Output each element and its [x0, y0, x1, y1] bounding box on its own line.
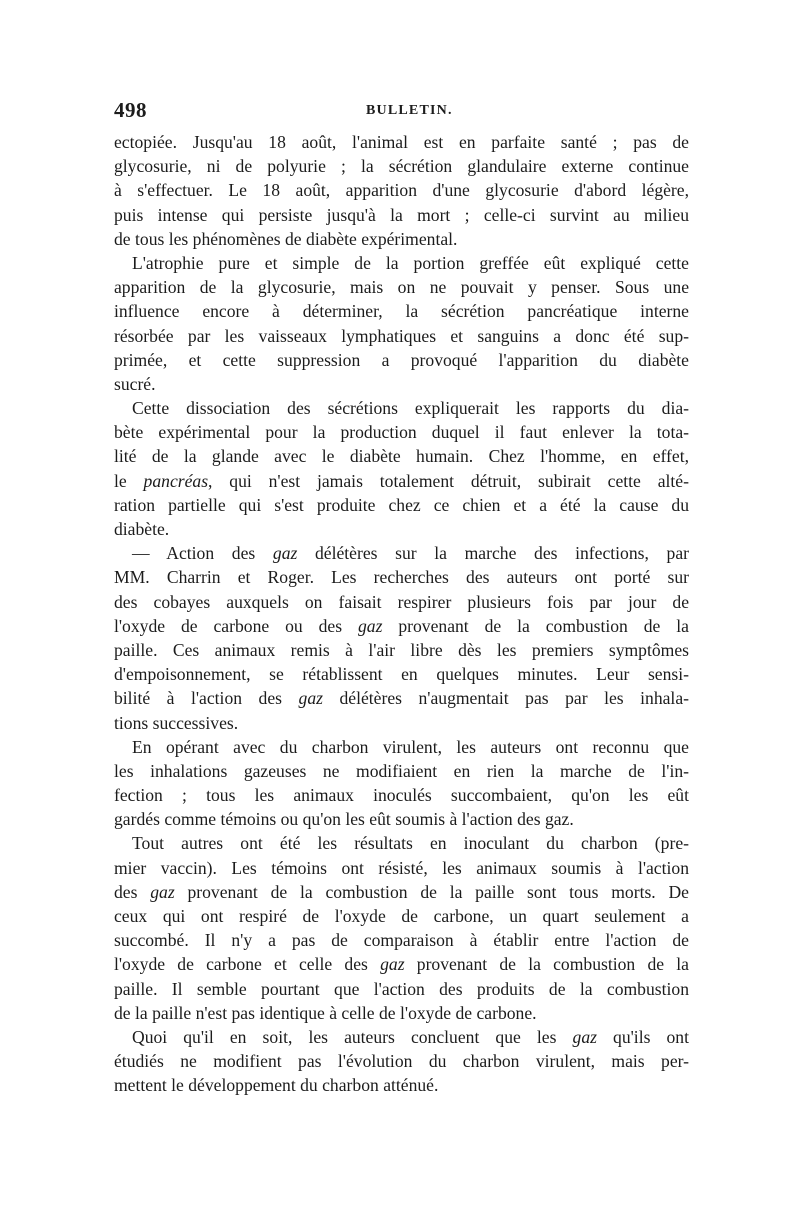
line-text: fection ; tous les animaux inoculés succombaient, qu'on les eût — [114, 785, 689, 806]
text-line — [114, 614, 689, 638]
line-text: diabète. — [114, 519, 170, 539]
text-line — [114, 735, 689, 759]
line-text: ceux qui ont respiré de l'oxyde de carbone, un quart seulement a — [114, 906, 689, 926]
line-text: étudiés ne modifient pas l'évolution du charbon virulent, mais per- — [114, 1051, 689, 1072]
italic-term: pancréas — [143, 470, 209, 491]
text-line — [114, 541, 689, 565]
body-text — [114, 130, 689, 1098]
line-text: Tout autres ont été les résultats en inoculant du charbon (pre- — [132, 833, 689, 854]
text-line — [114, 275, 689, 299]
text-line — [114, 517, 689, 541]
line-text: les inhalations gazeuses ne modifiaient en rien la marche de l'in- — [114, 760, 689, 781]
line-text: , qui n'est jamais totalement détruit, subirait cette alté- — [208, 470, 689, 491]
line-text: résorbée par les vaisseaux lymphatiques et sanguins a donc été sup- — [114, 325, 689, 346]
text-line — [114, 372, 689, 396]
text-line — [114, 856, 689, 880]
line-text: l'oxyde de carbone ou des — [114, 615, 358, 636]
text-line — [114, 1049, 689, 1073]
text-line — [114, 711, 689, 735]
line-text: provenant de la combustion de la — [404, 954, 689, 975]
line-text: En opérant avec du charbon virulent, les auteurs ont reconnu que — [132, 736, 689, 757]
line-text: tions successives. — [114, 712, 239, 733]
line-text: provenant de la combustion de la paille sont tous morts. De — [174, 881, 689, 902]
page-header — [114, 98, 689, 126]
page-number: 498 — [114, 98, 147, 122]
line-text: influence encore à déterminer, la sécrétion pancréatique interne — [114, 301, 689, 322]
text-line — [114, 880, 689, 904]
line-text: mier vaccin). Les témoins ont résisté, les animaux soumis à l'action — [114, 857, 689, 878]
text-line — [114, 420, 689, 444]
text-line — [114, 227, 689, 251]
italic-term: gaz — [572, 1026, 597, 1047]
line-text: de tous les phénomènes de diabète expérimental. — [114, 228, 458, 249]
line-text: MM. Charrin et Roger. Les recherches des auteurs ont porté sur — [114, 567, 689, 588]
line-text: ectopiée. Jusqu'au 18 août, l'animal est en parfaite santé ; pas de — [114, 132, 689, 152]
line-text: Quoi qu'il en soit, les auteurs concluent que les — [132, 1026, 573, 1047]
text-line — [114, 686, 689, 710]
line-text: des — [114, 881, 151, 902]
line-text: qu'ils ont — [596, 1026, 689, 1047]
text-line — [114, 396, 689, 420]
text-line — [114, 1073, 689, 1097]
line-text: gardés comme témoins ou qu'on les eût soumis à l'action des gaz. — [114, 809, 574, 830]
text-line — [114, 952, 689, 976]
text-line — [114, 565, 689, 589]
line-text: Cette dissociation des sécrétions expliquerait les rapports du dia- — [132, 398, 689, 419]
text-line — [114, 977, 689, 1001]
line-text: délétères sur la marche des infections, par — [297, 543, 690, 564]
text-line — [114, 493, 689, 517]
running-head: BULLETIN. — [366, 103, 453, 118]
line-text: lité de la glande avec le diabète humain. Chez l'homme, en effet, — [114, 446, 689, 467]
italic-term: gaz — [357, 615, 383, 636]
line-text: délétères n'augmentait pas par les inhala- — [322, 688, 689, 709]
line-text: L'atrophie pure et simple de la portion greffée eût expliqué cette — [132, 252, 689, 273]
italic-term: gaz — [298, 688, 323, 709]
text-line — [114, 807, 689, 831]
line-text: — Action des — [132, 543, 273, 564]
line-text: paille. Il semble pourtant que l'action des produits de la combustion — [114, 978, 689, 999]
text-line — [114, 928, 689, 952]
text-line — [114, 299, 689, 323]
line-text: apparition de la glycosurie, mais on ne pouvait y penser. Sous une — [114, 277, 689, 298]
text-line — [114, 590, 689, 614]
text-line — [114, 154, 689, 178]
line-text: à s'effectuer. Le 18 août, apparition d'une glycosurie d'abord légère, — [114, 180, 689, 201]
text-line — [114, 130, 689, 154]
text-line — [114, 831, 689, 855]
text-line — [114, 178, 689, 202]
line-text: bète expérimental pour la production duquel il faut enlever la tota- — [114, 422, 689, 443]
line-text: glycosurie, ni de polyurie ; la sécrétion glandulaire externe continue — [114, 156, 689, 177]
text-line — [114, 324, 689, 348]
line-text: sucré. — [114, 373, 156, 394]
text-line — [114, 348, 689, 372]
text-line — [114, 662, 689, 686]
line-text: bilité à l'action des — [114, 688, 299, 709]
text-line — [114, 203, 689, 227]
italic-term: gaz — [380, 954, 405, 975]
line-text: des cobayes auxquels on faisait respirer plusieurs fois par jour de — [114, 591, 689, 612]
text-line — [114, 1001, 689, 1025]
italic-term: gaz — [150, 881, 175, 902]
text-line — [114, 759, 689, 783]
line-text: mettent le développement du charbon atténué. — [114, 1075, 439, 1096]
line-text: puis intense qui persiste jusqu'à la mort ; celle-ci survint au milieu — [114, 204, 689, 225]
line-text: de la paille n'est pas identique à celle de l'oxyde de carbone. — [114, 1002, 537, 1023]
line-text: l'oxyde de carbone et celle des — [114, 954, 381, 975]
line-text: paille. Ces animaux remis à l'air libre dès les premiers symptômes — [114, 639, 689, 660]
line-text: primée, et cette suppression a provoqué l'apparition du diabète — [114, 349, 689, 370]
text-line — [114, 783, 689, 807]
text-line — [114, 638, 689, 662]
italic-term: gaz — [272, 543, 298, 564]
text-line — [114, 469, 689, 493]
line-text: succombé. Il n'y a pas de comparaison à établir entre l'action de — [114, 930, 689, 951]
text-line — [114, 444, 689, 468]
text-line — [114, 1025, 689, 1049]
line-text: provenant de la combustion de la — [382, 615, 689, 636]
line-text: le — [114, 470, 144, 491]
line-text: d'empoisonnement, se rétablissent en quelques minutes. Leur sensi- — [114, 664, 689, 685]
line-text: ration partielle qui s'est produite chez ce chien et a été la cause du — [114, 494, 689, 515]
text-line — [114, 251, 689, 275]
text-line — [114, 904, 689, 928]
